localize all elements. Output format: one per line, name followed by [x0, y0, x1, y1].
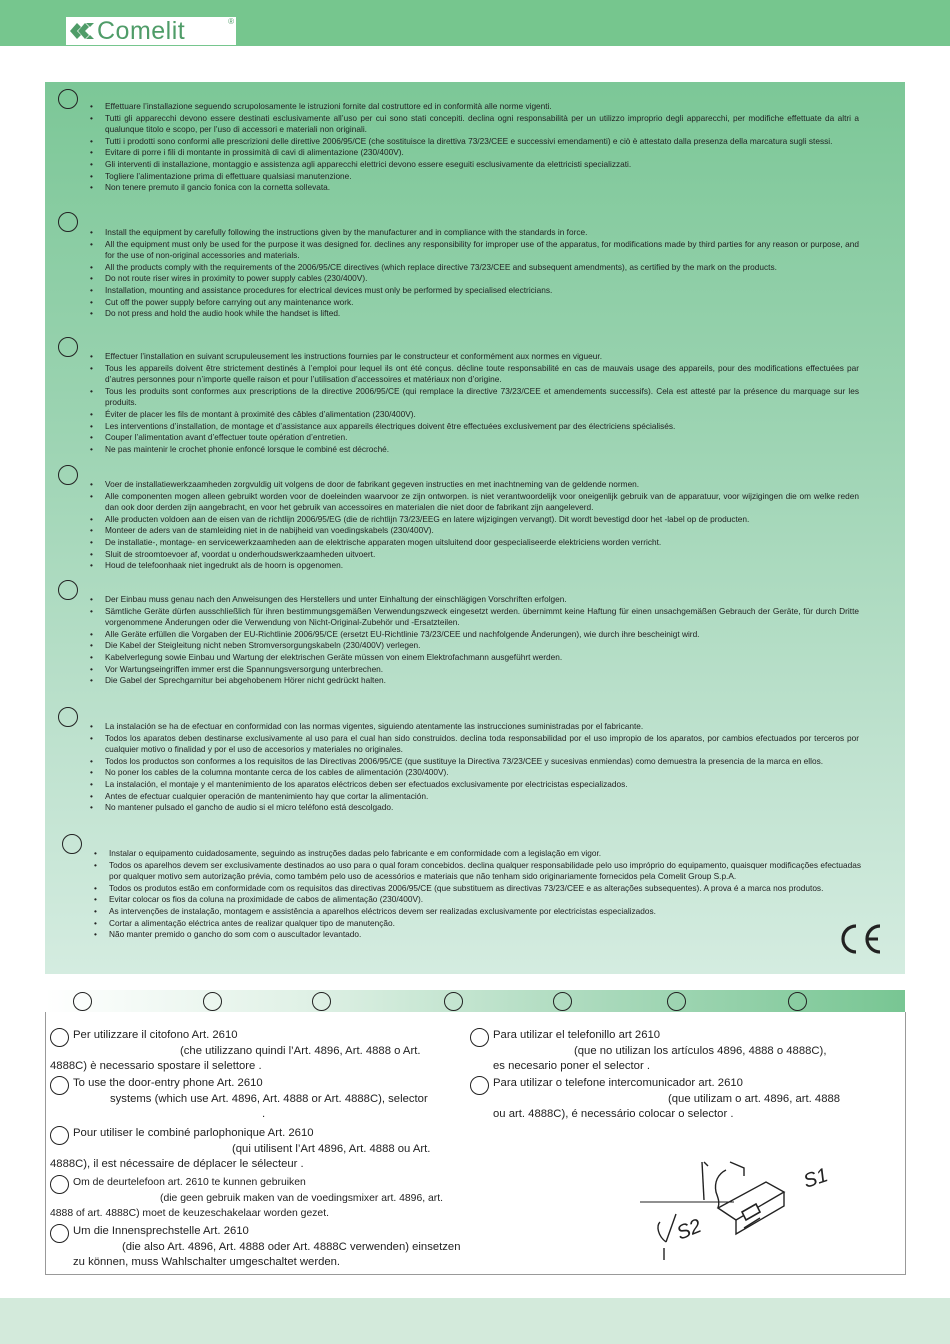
list-item: • Monteer de aders van de stamleiding niet in de nabijheid van voedingskabels (230/400V). — [89, 525, 859, 537]
footer-bar — [0, 1298, 950, 1344]
list-item: • Ne pas maintenir le crochet phonie enfoncé lorsque le combiné est décroché. — [89, 444, 859, 456]
list-item: • All the equipment must only be used for the purpose it was designed for. declines any responsibility for improper use of the apparatus, for modifications made by third parties for any reason or purpose, and for the use of non-original accessories and materials. — [89, 239, 859, 262]
language-flag-circle — [58, 707, 78, 727]
instruction-list — [93, 848, 861, 941]
list-item: • La instalación, el montaje y el mantenimiento de los aparatos eléctricos deben ser efectuados exclusivamente por electricistas especializados. — [89, 779, 859, 791]
language-bar — [45, 990, 905, 1012]
language-circle — [444, 992, 463, 1011]
list-item: • Die Kabel der Steigleitung nicht neben Stromversorgungskabeln (230/400V) verlegen. — [89, 640, 859, 652]
list-item: • No poner los cables de la columna montante cerca de los cables de alimentación (230/400V). — [89, 767, 859, 779]
list-item: • Installation, mounting and assistance procedures for electrical devices must only be performed by specialised electricians. — [89, 285, 859, 297]
note-line: 4888C) è necessario spostare il selettore . — [50, 1060, 262, 1073]
list-item: • Todos los aparatos deben destinarse exclusivamente al uso para el cual han sido construidos. declina toda responsabilidad por el uso impropio de los aparatos, por cambios efectuados por terceros por cualquier motivo o finalidad y por el uso de accesorios y materiales no originales. — [89, 733, 859, 756]
list-item: • Não manter premido o gancho do som com o auscultador levantado. — [93, 929, 861, 941]
language-flag-circle — [62, 834, 82, 854]
note-line: systems (which use Art. 4896, Art. 4888 or Art. 4888C), selector — [110, 1092, 428, 1105]
list-item: • Alle componenten mogen alleen gebruikt worden voor de doeleinden waarvoor ze zijn ontworpen. is niet verantwoordelijk voor oneigenlijk gebruik van de apparatuur, voor wijzigingen die om welke reden dan ook door derden zijn aangebracht, en voor het gebruik van accessoires en materialen die niet door de fabrikant zijn aangeleverd. — [89, 491, 859, 514]
list-item: • Couper l’alimentation avant d’effectuer toute opération d’entretien. — [89, 432, 859, 444]
list-item: • Do not press and hold the audio hook while the handset is lifted. — [89, 308, 859, 320]
note-line: . — [262, 1108, 266, 1121]
list-item: • Alle Geräte erfüllen die Vorgaben der EU-Richtlinie 2006/95/CE (ersetzt EU-Richtlinie 73/23/CEE und nachfolgende Änderungen), wie durch ihre bescheinigt wird. — [89, 629, 859, 641]
note-line: Para utilizar el telefonillo art 2610 — [493, 1029, 661, 1041]
comelit-logo-icon — [68, 19, 96, 43]
list-item: • Éviter de placer les fils de montant à proximité des câbles d’alimentation (230/400V). — [89, 409, 859, 421]
note-line: 4888C), il est nécessaire de déplacer le sélecteur . — [50, 1158, 304, 1171]
list-item: • Kabelverlegung sowie Einbau und Wartung der elektrischen Geräte müssen von einem Elektrofachmann ausgeführt werden. — [89, 652, 859, 664]
comelit-logo — [66, 17, 236, 45]
note-line: zu können, muss Wahlschalter umgeschaltet werden. — [73, 1256, 341, 1269]
note-de — [50, 1224, 462, 1271]
list-item: • Sluit de stroomtoevoer af, voordat u onderhoudswerkzaamheden uitvoert. — [89, 549, 859, 561]
note-line: To use the door-entry phone Art. 2610 — [73, 1077, 263, 1089]
note-line: (que utilizam o art. 4896, art. 4888 — [668, 1092, 841, 1105]
note-nl — [50, 1175, 462, 1222]
brand-name: Comelit — [97, 17, 186, 45]
note-pt — [470, 1076, 882, 1123]
note-line: Para utilizar o telefone intercomunicador art. 2610 — [493, 1077, 743, 1089]
instruction-list — [89, 479, 859, 572]
list-item: • Vor Wartungseingriffen immer erst die Spannungsversorgung unterbrechen. — [89, 664, 859, 676]
list-item: • Todos los productos son conformes a los requisitos de las Directivas 2006/95/CE (que sustituye la Directiva 73/23/CEE y sucesivas enmiendas) como demuestra la presencia de la marca en ellos. — [89, 756, 859, 768]
safety-instructions-panel — [45, 82, 905, 974]
list-item: • De installatie-, montage- en servicewerkzaamheden aan de elektrische apparaten mogen uitsluitend door gespecialiseerde elektriciens worden verricht. — [89, 537, 859, 549]
list-item: • Voer de installatiewerkzaamheden zorgvuldig uit volgens de door de fabrikant gegeven instructies en met inachtneming van de geldende normen. — [89, 479, 859, 491]
note-es — [470, 1028, 882, 1075]
list-item: • Der Einbau muss genau nach den Anweisungen des Herstellers und unter Einhaltung der einschlägigen Vorschriften erfolgen. — [89, 594, 859, 606]
list-item: • Tutti i prodotti sono conformi alle prescrizioni delle direttive 2006/95/CE (che sostituisce la direttiva 73/23/CEE e successivi emendamenti) e ciò è attestato dalla presenza della marcatura sugli stessi. — [89, 136, 859, 148]
language-flag-circle — [58, 580, 78, 600]
list-item: • Install the equipment by carefully following the instructions given by the manufacturer and in compliance with the standards in force. — [89, 227, 859, 239]
selector-notes-box — [45, 1012, 906, 1275]
list-item: • Cut off the power supply before carrying out any maintenance work. — [89, 297, 859, 309]
instruction-list — [89, 227, 859, 320]
note-line: ou art. 4888C), é necessário colocar o selector . — [493, 1108, 734, 1121]
list-item: • Sämtliche Geräte dürfen ausschließlich für ihren bestimmungsgemäßen Verwendungszweck eingesetzt werden. übernimmt keine Haftung für einen unsachgemäßen Gebrauch der Geräte, für durch Dritte vorgenommene Änderungen oder die Verwendung von Nicht-Original-Zubehör und -Ersatzteilen. — [89, 606, 859, 629]
note-line: (die also Art. 4896, Art. 4888 oder Art. 4888C verwenden) einsetzen — [122, 1240, 461, 1253]
language-flag-circle — [58, 212, 78, 232]
note-line: es necesario poner el selector . — [493, 1060, 650, 1073]
language-circle — [203, 992, 222, 1011]
list-item: • Gli interventi di installazione, montaggio e assistenza agli apparecchi elettrici devono essere eseguiti esclusivamente da elettricisti specializzati. — [89, 159, 859, 171]
note-it — [50, 1028, 462, 1075]
list-item: • Die Gabel der Sprechgarnitur bei abgehobenem Hörer nicht gedrückt halten. — [89, 675, 859, 687]
language-flag-circle — [58, 465, 78, 485]
list-item: • Tutti gli apparecchi devono essere destinati esclusivamente all’uso per cui sono stati concepiti. declina ogni responsabilità per un utilizzo improprio degli apparecchi, per modifiche effettuate da altri a qualunque titolo e scopo, per l’uso di accessori e materiali non originali. — [89, 113, 859, 136]
list-item: • Todos os produtos estão em conformidade com os requisitos das directivas 2006/95/CE (que substituem as directivas 73/23/CEE e as alterações subsequentes). A prova é a marca nos produtos. — [93, 883, 861, 895]
list-item: • Tous les appareils doivent être strictement destinés à l’emploi pour lequel ils ont été conçus. décline toute responsabilité en cas de mauvais usage des appareils, pour des modifications effectuées par d’autres personnes pour n’importe quelle raison et pour l’utilisation d’accessoires et matériaux non d’origine. — [89, 363, 859, 386]
list-item: • Tous les produits sont conformes aux prescriptions de la directive 2006/95/CE (qui remplace la directive 73/23/CEE et amendements successifs). Cela est attesté par la présence du marquage sur les produits. — [89, 386, 859, 409]
note-en — [50, 1076, 462, 1123]
language-circle — [50, 1076, 69, 1095]
header-bar — [0, 0, 950, 46]
note-line: Pour utiliser le combiné parlophonique Art. 2610 — [73, 1127, 314, 1139]
list-item: • Effettuare l’installazione seguendo scrupolosamente le istruzioni fornite dal costruttore ed in conformità alle norme vigenti. — [89, 101, 859, 113]
list-item: • No mantener pulsado el gancho de audio si el micro teléfono está descolgado. — [89, 802, 859, 814]
s1-label: S1 — [800, 1164, 831, 1193]
s2-label: S2 — [673, 1215, 705, 1245]
note-fr — [50, 1126, 462, 1173]
language-circle — [788, 992, 807, 1011]
list-item: • Antes de efectuar cualquier operación de mantenimiento hay que cortar la alimentación. — [89, 791, 859, 803]
list-item: • Les interventions d’installation, de montage et d’assistance aux appareils électriques doivent être effectuées exclusivement par des électriciens spécialisés. — [89, 421, 859, 433]
list-item: • Instalar o equipamento cuidadosamente, seguindo as instruções dadas pelo fabricante e em conformidade com a legislação em vigor. — [93, 848, 861, 860]
ce-mark-text: CE — [835, 922, 837, 923]
list-item: • Evitar colocar os fios da coluna na proximidade de cabos de alimentação (230/400V). — [93, 894, 861, 906]
list-item: • Togliere l’alimentazione prima di effettuare qualsiasi manutenzione. — [89, 171, 859, 183]
note-line: (qui utilisent l’Art 4896, Art. 4888 ou Art. — [232, 1142, 431, 1155]
language-circle — [50, 1126, 69, 1145]
list-item: • All the products comply with the requirements of the 2006/95/CE directives (which replace directive 73/23/CEE and subsequent amendments), as certified by the mark on the products. — [89, 262, 859, 274]
note-line: (che utilizzano quindi l’Art. 4896, Art. 4888 o Art. — [180, 1044, 421, 1057]
ce-mark-icon — [835, 922, 885, 956]
list-item: • As intervenções de instalação, montagem e assistência a aparelhos eléctricos devem ser realizadas exclusivamente por electricistas especializados. — [93, 906, 861, 918]
instruction-list — [89, 721, 859, 814]
instruction-list — [89, 594, 859, 687]
note-line: (que no utilizan los artículos 4896, 4888 o 4888C), — [574, 1044, 827, 1057]
list-item: • Do not route riser wires in proximity to power supply cables (230/400V). — [89, 273, 859, 285]
list-item: • Non tenere premuto il gancio fonica con la cornetta sollevata. — [89, 182, 859, 194]
instruction-list — [89, 351, 859, 455]
note-line: Om de deurtelefoon art. 2610 te kunnen gebruiken — [73, 1177, 306, 1188]
language-circle — [553, 992, 572, 1011]
language-circle — [470, 1076, 489, 1095]
list-item: • Todos os aparelhos devem ser exclusivamente destinados ao uso para o qual foram concebidos. declina qualquer responsabilidade pelo uso impróprio do equipamento, quaisquer modificações efectuadas por qualquer motivo sem autorização prévia, como também pelo uso de acessórios e materiais que não tenham sido originariamente fornecidos pela Comelit Group S.p.A. — [93, 860, 861, 883]
instruction-list — [89, 101, 859, 194]
language-circle — [312, 992, 331, 1011]
note-line: (die geen gebruik maken van de voedingsmixer art. 4896, art. — [160, 1192, 444, 1204]
note-line: Um die Innensprechstelle Art. 2610 — [73, 1225, 249, 1237]
note-line: Per utilizzare il citofono Art. 2610 — [73, 1029, 238, 1041]
language-circle — [667, 992, 686, 1011]
list-item: • La instalación se ha de efectuar en conformidad con las normas vigentes, siguiendo atentamente las instrucciones suministradas por el fabricante. — [89, 721, 859, 733]
registered-mark: ® — [228, 17, 234, 26]
selector-switch-diagram — [636, 1152, 846, 1262]
language-circle — [50, 1175, 69, 1194]
language-flag-circle — [58, 89, 78, 109]
language-circle — [470, 1028, 489, 1047]
list-item: • Houd de telefoonhaak niet ingedrukt als de hoorn is opgenomen. — [89, 560, 859, 572]
list-item: • Alle producten voldoen aan de eisen van de richtlijn 2006/95/EG (die de richtlijn 73/23/EEG en latere wijzigingen vervangt). Dit wordt bevestigd door het -label op de producten. — [89, 514, 859, 526]
language-circle — [73, 992, 92, 1011]
note-line: 4888 of art. 4888C) moet de keuzeschakelaar worden gezet. — [50, 1208, 329, 1220]
language-flag-circle — [58, 337, 78, 357]
language-circle — [50, 1028, 69, 1047]
language-circle — [50, 1224, 69, 1243]
list-item: • Effectuer l’installation en suivant scrupuleusement les instructions fournies par le constructeur et conformément aux normes en vigueur. — [89, 351, 859, 363]
list-item: • Evitare di porre i fili di montante in prossimità di cavi di alimentazione (230/400V). — [89, 147, 859, 159]
list-item: • Cortar a alimentação eléctrica antes de realizar qualquer tipo de manutenção. — [93, 918, 861, 930]
